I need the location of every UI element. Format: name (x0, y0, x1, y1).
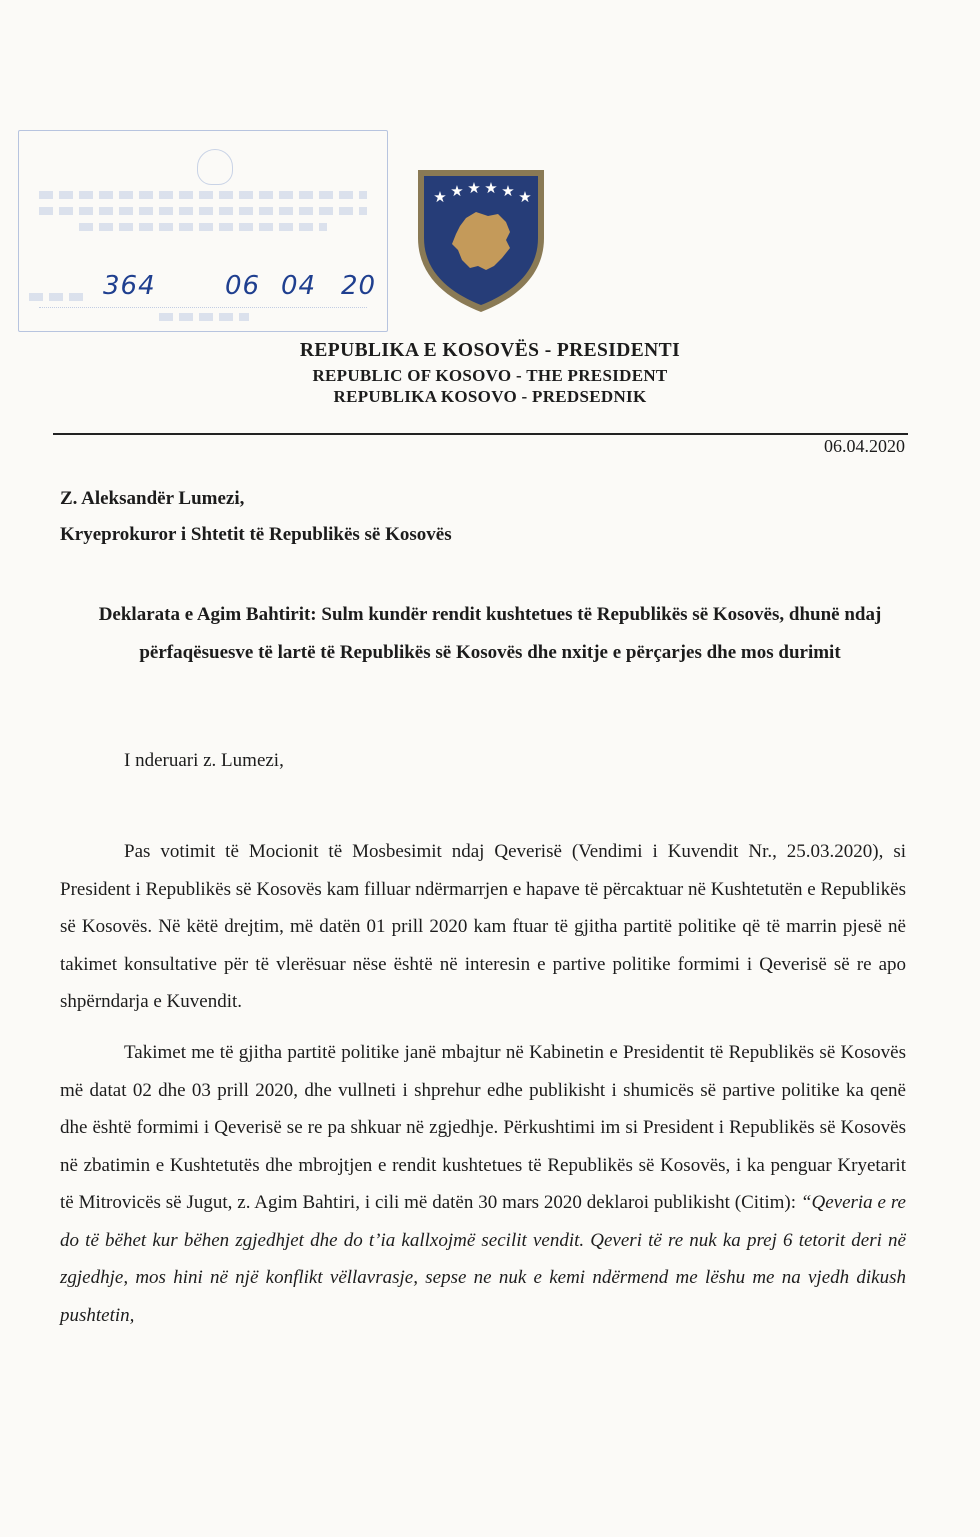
svg-text:★: ★ (450, 182, 464, 200)
stamp-year: 20 (341, 271, 377, 301)
stamp-number: 364 (103, 271, 156, 301)
faint-emblem-icon (197, 149, 233, 185)
quoted-statement: “Qeveria e re do të bëhet kur bëhen zgjedhjet dhe do t’ia kallxojmë secilit vendit. Qeveri të re nuk ka prej 6 tetorit deri në zgjedhje, mos hini në një konflikt vëllavrasje, sepse ne nuk e kemi ndërmend me lëshu me na vjedh dikush pushtetin, (60, 1192, 906, 1326)
svg-text:★: ★ (518, 188, 532, 206)
header-divider (53, 433, 908, 435)
recipient-title: Kryeprokuror i Shtetit të Republikës së Kosovës (60, 524, 452, 545)
stamp-day: 06 (225, 271, 261, 301)
recipient-name: Z. Aleksandër Lumezi, (60, 488, 245, 509)
svg-text:★: ★ (484, 179, 498, 197)
body-paragraph-1: Pas votimit të Mocionit të Mosbesimit ndaj Qeverisë (Vendimi i Kuvendit Nr., 25.03.2020), si President i Republikës së Kosovës kam filluar ndërmarrjen e hapave të përcaktuar në Kushtetutën e Republikës së Kosovës. Në këtë drejtim, më datën 01 prill 2020 kam ftuar të gjitha partitë politike që të marrin pjesë në takimet konsultative për të vlerësuar nëse është në interesin e partive politike formimi i Qeverisë së re apo shpërndarja e Kuvendit. (60, 841, 906, 1012)
header-line-albanian: REPUBLIKA E KOSOVËS - PRESIDENTI (299, 340, 681, 361)
header-line-english: REPUBLIC OF KOSOVO - THE PRESIDENT (312, 366, 668, 385)
salutation: I nderuari z. Lumezi, (124, 750, 284, 771)
letter-date: 06.04.2020 (824, 436, 905, 456)
paragraph-2-text: Takimet me të gjitha partitë politike janë mbajtur në Kabinetin e Presidentit të Republikës së Kosovës më datat 02 dhe 03 prill 2020, dhe vullneti i shprehur edhe publikisht i shumicës së partive politike ka qenë dhe është formimi i Qeverisë se re pa shkuar në zgjedhje. Përkushtimi im si President i Republikës së Kosovës në zbatimin e Kushtetutës dhe mbrojtjen e rendit kushtetues të Republikës së Kosovës, i ka penguar Kryetarit të Mitrovicës së Jugut, z. Agim Bahtiri, i cili më datën 30 mars 2020 deklaroi publikisht (Citim): (60, 1042, 906, 1213)
kosovo-coat-of-arms-icon (414, 166, 548, 314)
registration-stamp (18, 130, 388, 332)
svg-text:★: ★ (467, 179, 481, 197)
header-line-serbian: REPUBLIKA KOSOVO - PREDSEDNIK (333, 387, 647, 406)
letter-subject: Deklarata e Agim Bahtirit: Sulm kundër rendit kushtetues të Republikës së Kosovës, dhunë ndaj përfaqësuesve të lartë të Republikës së Kosovës dhe nxitje e përçarjes dhe mos durimit (98, 604, 882, 663)
body-paragraph-2 (60, 1034, 906, 1334)
stamp-month: 04 (281, 271, 317, 301)
svg-text:★: ★ (501, 182, 515, 200)
svg-text:★: ★ (433, 188, 447, 206)
